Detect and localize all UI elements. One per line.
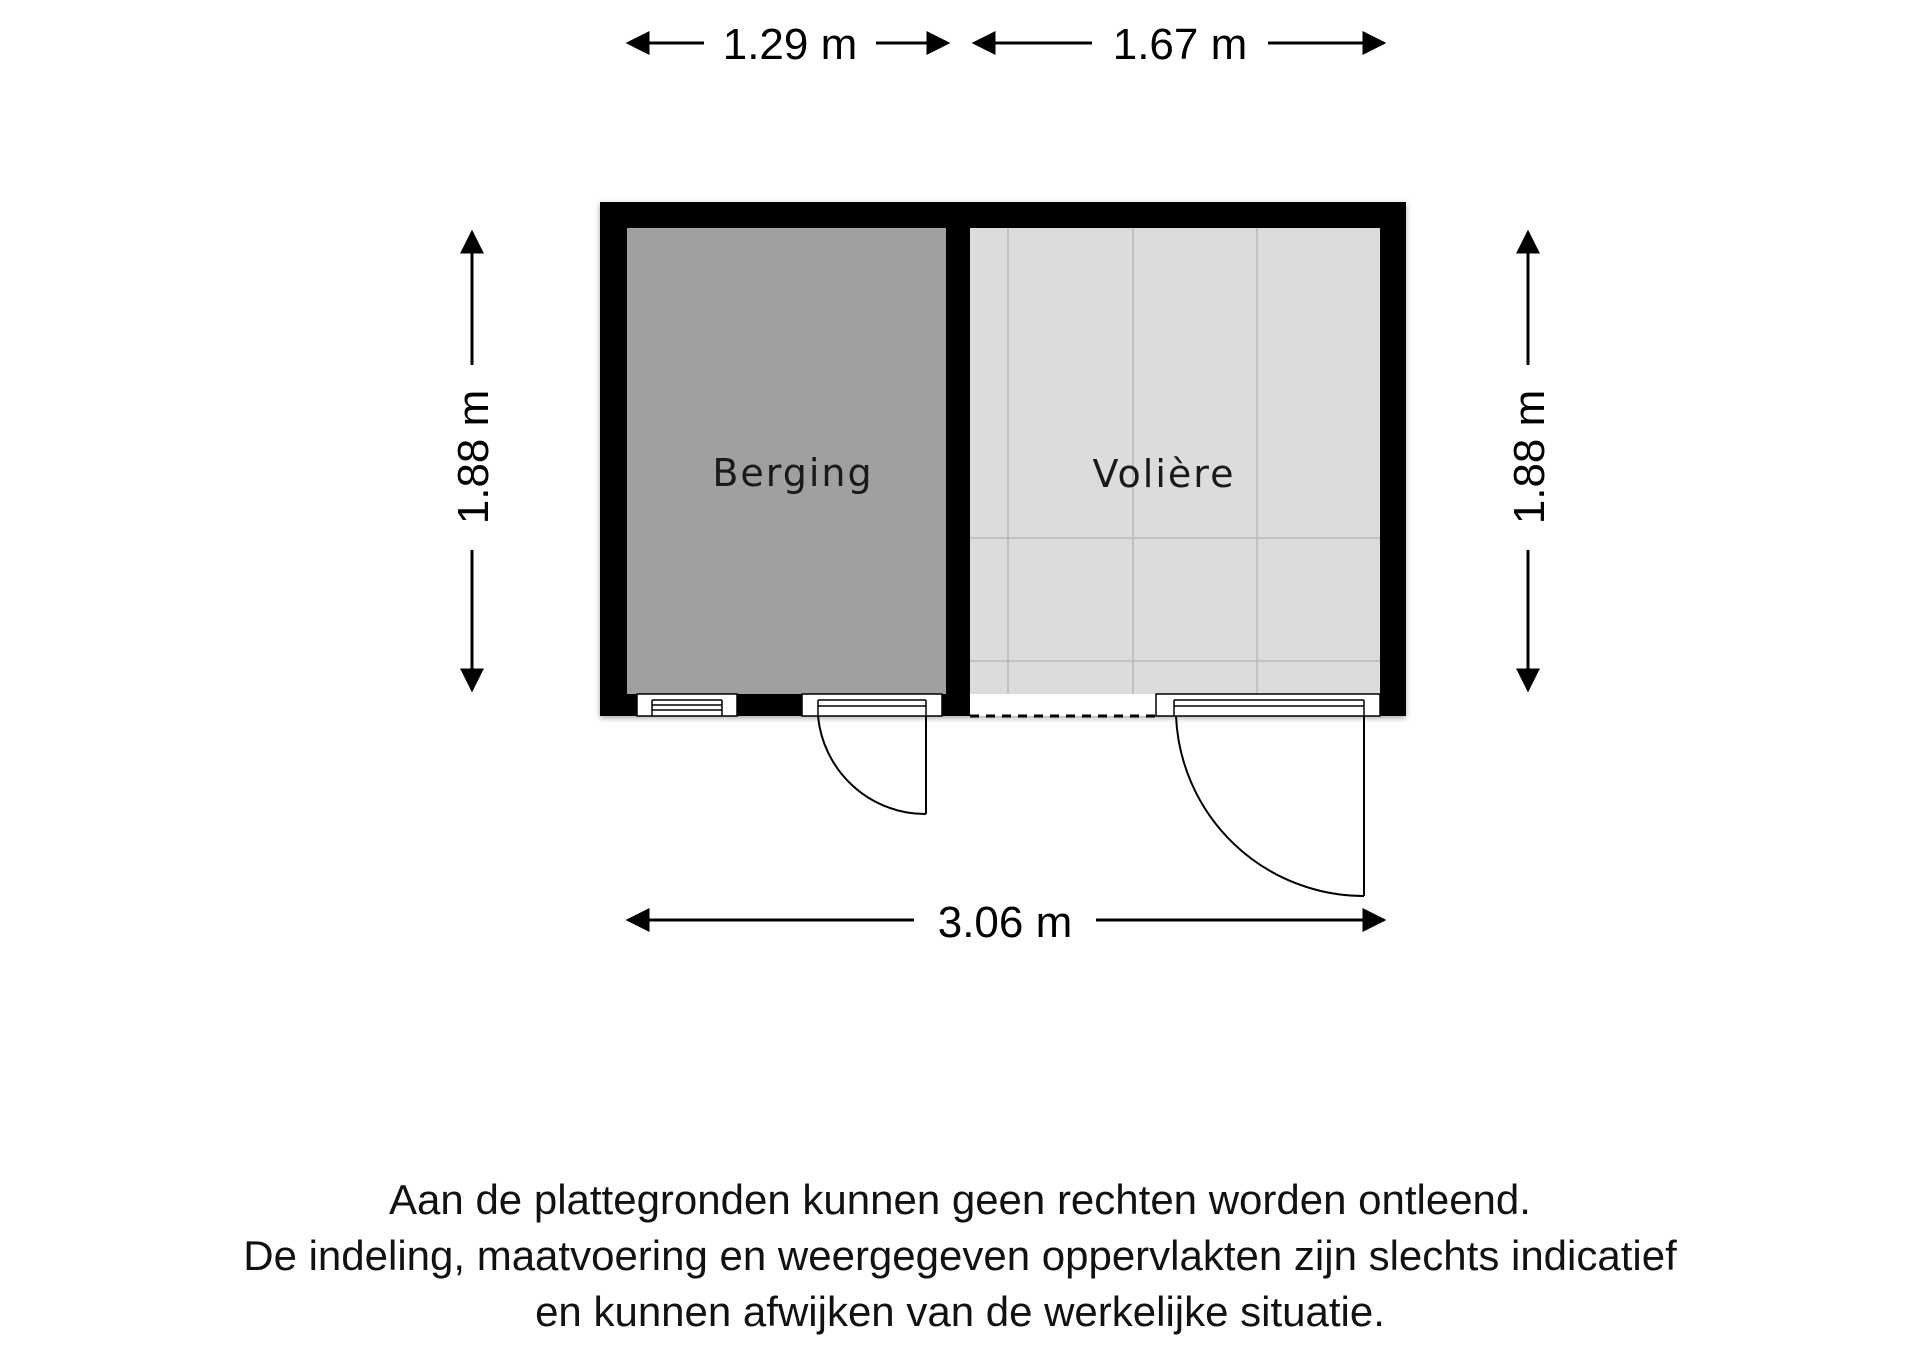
opening-volière-gap: [970, 694, 1156, 716]
room-label-berging: Berging: [712, 451, 874, 495]
dimension-left: [449, 232, 498, 690]
disclaimer-line-2: De indeling, maatvoering en weergegeven oppervlakten zijn slechts indicatief: [243, 1232, 1677, 1279]
dimension-bottom-label: 3.06 m: [937, 898, 1073, 947]
disclaimer: [0, 1172, 1920, 1340]
room-label-voliere: Volière: [1092, 452, 1236, 496]
door-berging-frame: [802, 694, 942, 716]
dimension-right-label: 1.88 m: [1505, 389, 1554, 525]
dimension-top-right-label: 1.67 m: [1112, 20, 1248, 69]
dimension-left-label: 1.88 m: [449, 389, 498, 525]
door-swing-berging: [818, 716, 926, 814]
dimension-top-left-label: 1.29 m: [722, 20, 858, 69]
disclaimer-line-1: Aan de plattegronden kunnen geen rechten worden ontleend.: [389, 1176, 1531, 1223]
door-voliere-frame: [1156, 694, 1380, 716]
dimension-top-left: [628, 20, 948, 69]
dimension-top-right: [974, 20, 1384, 69]
window-berging: [637, 694, 737, 716]
door-swing-voliere: [1176, 716, 1364, 896]
dimension-right: [1505, 232, 1554, 690]
disclaimer-line-3: en kunnen afwijken van de werkelijke situatie.: [535, 1288, 1385, 1335]
dimension-bottom: [628, 898, 1384, 947]
